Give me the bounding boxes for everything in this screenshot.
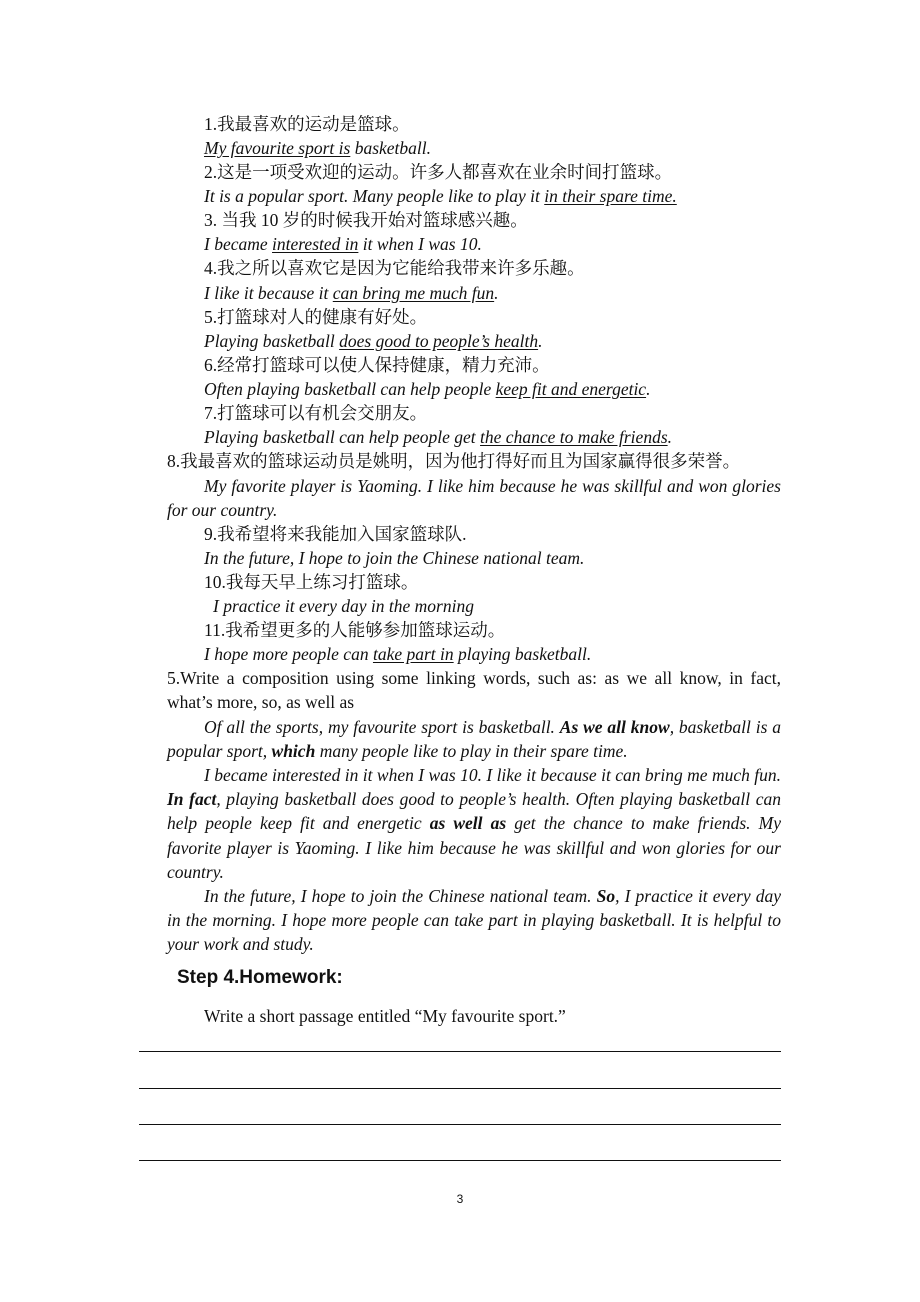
page-number: 3 [456,1192,464,1206]
item-2-english: It is a popular sport. Many people like to play it in their spare time. [204,186,677,206]
item-9-chinese: 9.我希望将来我能加入国家篮球队. [204,524,467,544]
writing-line[interactable] [139,1051,781,1052]
writing-line[interactable] [139,1088,781,1089]
item-8-english: My favorite player is Yaoming. I like him because he was skillful and won glories for our country. [167,476,781,521]
task-5-instruction: 5.Write a composition using some linking words, such as: as we all know, in fact, what’s more, so, as well as [167,668,781,713]
item-9-english: In the future, I hope to join the Chinese national team. [204,548,585,568]
item-2-chinese: 2.这是一项受欢迎的运动。许多人都喜欢在业余时间打篮球。 [204,162,673,182]
composition-paragraph-1: Of all the sports, my favourite sport is basketball. As we all know, basketball is a popular sport, which many people like to play in their spare time. [167,717,781,762]
item-10-english: I practice it every day in the morning [213,596,474,616]
item-4-english: I like it because it can bring me much fun. [204,283,499,303]
item-7-chinese: 7.打篮球可以有机会交朋友。 [204,403,428,423]
item-3-chinese: 3. 当我 10 岁的时候我开始对篮球感兴趣。 [204,210,528,230]
homework-task: Write a short passage entitled “My favourite sport.” [204,1006,566,1026]
step-4-heading: Step 4.Homework: [177,967,343,988]
composition-paragraph-3: In the future, I hope to join the Chinese national team. So, I practice it every day in the morning. I hope more people can take part in playing basketball. It is helpful to your work and study. [167,886,781,955]
item-8-chinese: 8.我最喜欢的篮球运动员是姚明，因为他打得好而且为国家赢得很多荣誉。 [167,451,741,471]
item-4-chinese: 4.我之所以喜欢它是因为它能给我带来许多乐趣。 [204,258,585,278]
writing-line[interactable] [139,1160,781,1161]
item-1-chinese: 1.我最喜欢的运动是篮球。 [204,114,410,134]
item-6-chinese: 6.经常打篮球可以使人保持健康，精力充沛。 [204,355,550,375]
item-7-english: Playing basketball can help people get the chance to make friends. [204,427,672,447]
item-10-chinese: 10.我每天早上练习打篮球。 [204,572,419,592]
composition-paragraph-2: I became interested in it when I was 10. I like it because it can bring me much fun. In fact, playing basketball does good to people’s health. Often playing basketball can help people keep fit and energetic as well as get the chance to make friends. My favorite player is Yaoming. I like him because he was skillful and won glories for our country. [167,765,782,882]
item-3-english: I became interested in it when I was 10. [204,234,482,254]
item-11-english: I hope more people can take part in playing basketball. [204,644,592,664]
item-6-english: Often playing basketball can help people keep fit and energetic. [204,379,651,399]
writing-line[interactable] [139,1124,781,1125]
item-5-chinese: 5.打篮球对人的健康有好处。 [204,307,428,327]
item-11-chinese: 11.我希望更多的人能够参加篮球运动。 [204,620,506,640]
item-5-english: Playing basketball does good to people’s health. [204,331,543,351]
item-1-english: My favourite sport is basketball. [204,138,431,158]
